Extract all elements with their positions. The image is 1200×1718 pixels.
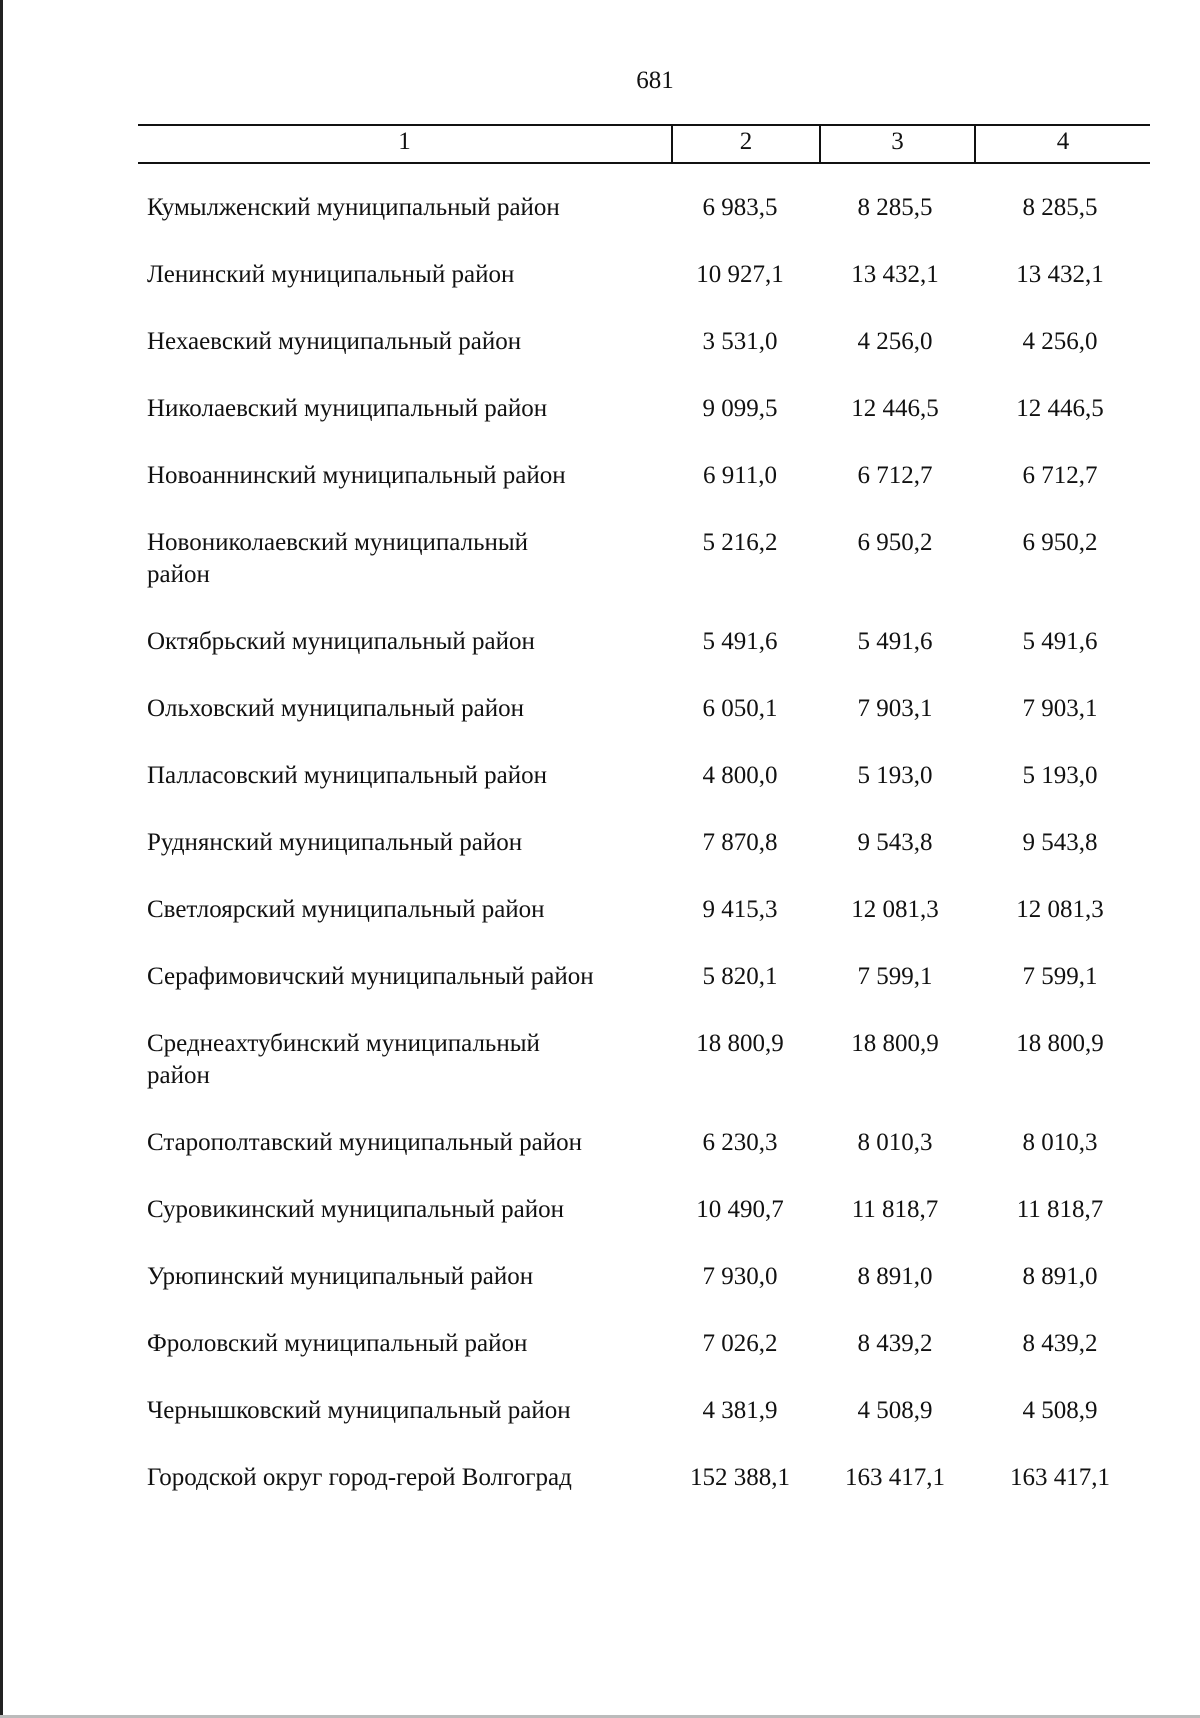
table-row bbox=[0, 326, 1200, 358]
table-row bbox=[0, 1395, 1200, 1427]
row-value-col-3: 6 712,7 bbox=[857, 462, 933, 489]
row-name: Николаевский муниципальный район bbox=[147, 395, 548, 422]
row-value-col-2: 6 230,3 bbox=[702, 1129, 778, 1156]
row-value-col-2: 9 099,5 bbox=[702, 395, 778, 422]
row-name: Светлоярский муниципальный район bbox=[147, 896, 545, 923]
row-value-col-3: 4 508,9 bbox=[857, 1397, 933, 1424]
row-value-col-4: 12 446,5 bbox=[1016, 395, 1104, 422]
row-value-col-3: 12 081,3 bbox=[851, 896, 939, 923]
row-name: Октябрьский муниципальный район bbox=[147, 628, 535, 655]
row-name: Городской округ город-герой Волгоград bbox=[147, 1464, 572, 1491]
row-name: Среднеахтубинский муниципальный район bbox=[147, 1030, 540, 1089]
page-number: 681 bbox=[636, 67, 674, 94]
row-name: Нехаевский муниципальный район bbox=[147, 328, 522, 355]
row-value-col-4: 8 010,3 bbox=[1022, 1129, 1098, 1156]
row-name: Суровикинский муниципальный район bbox=[147, 1196, 564, 1223]
row-value-col-4: 7 903,1 bbox=[1022, 695, 1098, 722]
table-row bbox=[0, 693, 1200, 725]
table-row bbox=[0, 1194, 1200, 1226]
row-value-col-2: 10 927,1 bbox=[696, 261, 784, 288]
row-value-col-4: 163 417,1 bbox=[1010, 1464, 1110, 1491]
row-value-col-2: 6 983,5 bbox=[702, 194, 778, 221]
row-value-col-4: 7 599,1 bbox=[1022, 963, 1098, 990]
row-value-col-2: 4 381,9 bbox=[702, 1397, 778, 1424]
table-row bbox=[0, 1028, 1200, 1092]
row-value-col-4: 5 193,0 bbox=[1022, 762, 1098, 789]
row-value-col-3: 11 818,7 bbox=[851, 1196, 939, 1223]
row-value-col-4: 4 256,0 bbox=[1022, 328, 1098, 355]
table-row bbox=[0, 1328, 1200, 1360]
row-value-col-2: 7 930,0 bbox=[702, 1263, 778, 1290]
row-value-col-2: 5 491,6 bbox=[702, 628, 778, 655]
row-name: Новоаннинский муниципальный район bbox=[147, 462, 566, 489]
row-value-col-3: 8 285,5 bbox=[857, 194, 933, 221]
table-row bbox=[0, 1462, 1200, 1494]
header-col-2: 2 bbox=[671, 126, 819, 162]
row-value-col-3: 12 446,5 bbox=[851, 395, 939, 422]
row-value-col-4: 8 891,0 bbox=[1022, 1263, 1098, 1290]
row-value-col-4: 4 508,9 bbox=[1022, 1397, 1098, 1424]
header-col-4: 4 bbox=[974, 126, 1150, 162]
row-value-col-4: 8 439,2 bbox=[1022, 1330, 1098, 1357]
row-value-col-2: 6 911,0 bbox=[702, 462, 778, 489]
row-value-col-4: 6 712,7 bbox=[1022, 462, 1098, 489]
row-value-col-2: 6 050,1 bbox=[702, 695, 778, 722]
row-value-col-3: 8 010,3 bbox=[857, 1129, 933, 1156]
row-value-col-4: 13 432,1 bbox=[1016, 261, 1104, 288]
row-value-col-3: 5 193,0 bbox=[857, 762, 933, 789]
row-name: Урюпинский муниципальный район bbox=[147, 1263, 534, 1290]
row-value-col-4: 8 285,5 bbox=[1022, 194, 1098, 221]
table-row bbox=[0, 527, 1200, 591]
row-value-col-3: 9 543,8 bbox=[857, 829, 933, 856]
row-name: Чернышковский муниципальный район bbox=[147, 1397, 571, 1424]
row-value-col-2: 10 490,7 bbox=[696, 1196, 784, 1223]
row-value-col-2: 7 026,2 bbox=[702, 1330, 778, 1357]
table-header bbox=[138, 124, 1150, 164]
row-value-col-4: 5 491,6 bbox=[1022, 628, 1098, 655]
row-value-col-4: 6 950,2 bbox=[1022, 529, 1098, 556]
table-row bbox=[0, 1261, 1200, 1293]
row-name: Фроловский муниципальный район bbox=[147, 1330, 528, 1357]
header-col-1: 1 bbox=[398, 128, 411, 155]
row-name: Палласовский муниципальный район bbox=[147, 762, 547, 789]
row-value-col-4: 12 081,3 bbox=[1016, 896, 1104, 923]
table-row bbox=[0, 626, 1200, 658]
row-value-col-3: 8 439,2 bbox=[857, 1330, 933, 1357]
table-row bbox=[0, 259, 1200, 291]
row-value-col-3: 163 417,1 bbox=[845, 1464, 945, 1491]
row-name: Руднянский муниципальный район bbox=[147, 829, 523, 856]
row-value-col-4: 9 543,8 bbox=[1022, 829, 1098, 856]
row-value-col-2: 4 800,0 bbox=[702, 762, 778, 789]
row-value-col-3: 7 599,1 bbox=[857, 963, 933, 990]
row-value-col-4: 11 818,7 bbox=[1016, 1196, 1104, 1223]
row-value-col-3: 5 491,6 bbox=[857, 628, 933, 655]
table-row bbox=[0, 894, 1200, 926]
table-row bbox=[0, 827, 1200, 859]
row-value-col-3: 13 432,1 bbox=[851, 261, 939, 288]
row-name: Старополтавский муниципальный район bbox=[147, 1129, 582, 1156]
row-value-col-2: 9 415,3 bbox=[702, 896, 778, 923]
table-row bbox=[0, 393, 1200, 425]
row-value-col-2: 5 216,2 bbox=[702, 529, 778, 556]
table-row bbox=[0, 961, 1200, 993]
table-row bbox=[0, 460, 1200, 492]
row-name: Ольховский муниципальный район bbox=[147, 695, 524, 722]
row-value-col-3: 18 800,9 bbox=[851, 1030, 939, 1057]
row-value-col-3: 4 256,0 bbox=[857, 328, 933, 355]
row-name: Ленинский муниципальный район bbox=[147, 261, 515, 288]
row-value-col-3: 6 950,2 bbox=[857, 529, 933, 556]
row-value-col-3: 7 903,1 bbox=[857, 695, 933, 722]
table-row bbox=[0, 760, 1200, 792]
header-col-3: 3 bbox=[819, 126, 974, 162]
row-name: Серафимовичский муниципальный район bbox=[147, 963, 594, 990]
row-value-col-2: 5 820,1 bbox=[702, 963, 778, 990]
row-value-col-2: 18 800,9 bbox=[696, 1030, 784, 1057]
row-value-col-2: 152 388,1 bbox=[690, 1464, 790, 1491]
row-name: Новониколаевский муниципальный район bbox=[147, 529, 529, 588]
row-value-col-2: 3 531,0 bbox=[702, 328, 778, 355]
row-value-col-3: 8 891,0 bbox=[857, 1263, 933, 1290]
table-body bbox=[0, 192, 1200, 1529]
row-value-col-2: 7 870,8 bbox=[702, 829, 778, 856]
row-name: Кумылженский муниципальный район bbox=[147, 194, 560, 221]
table-row bbox=[0, 1127, 1200, 1159]
table-row bbox=[0, 192, 1200, 224]
row-value-col-4: 18 800,9 bbox=[1016, 1030, 1104, 1057]
